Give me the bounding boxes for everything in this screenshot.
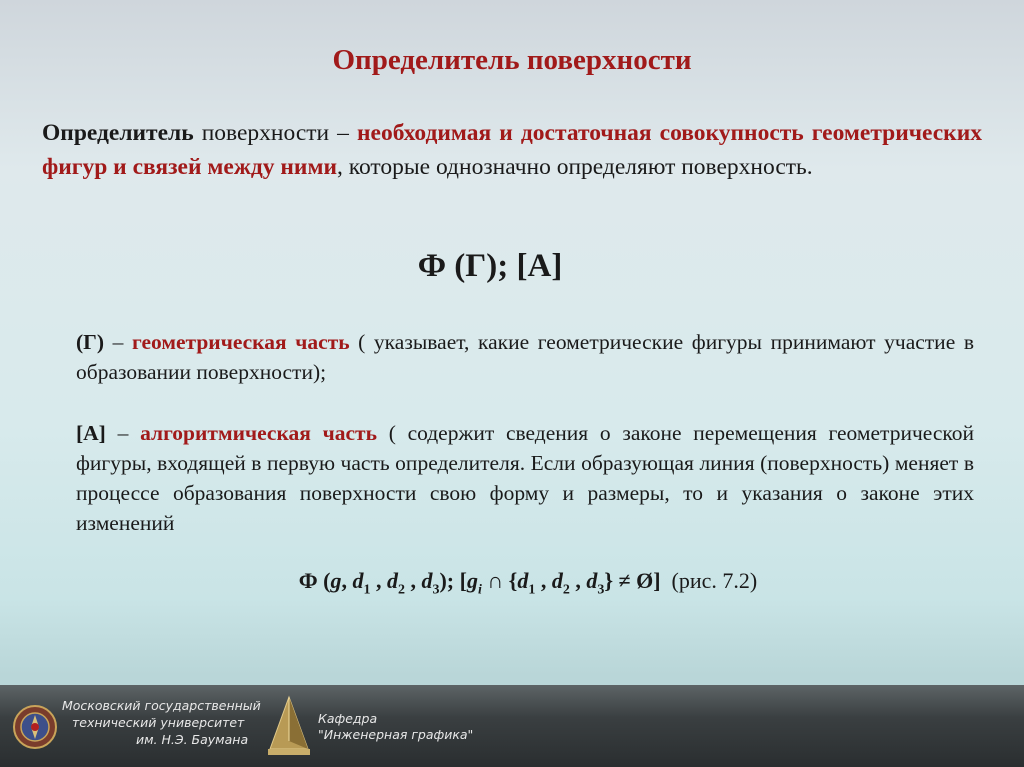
determinant-formula: Ф (g, $d_1$ , $d_2$ , $d_3$); [$g_i$ ∩ {$d_1$ , $d_2$ , $d_3$} ≠ Ø] (рис. 7.2) xyxy=(298,568,758,598)
figure-reference: (рис. 7.2) xyxy=(671,568,758,593)
geometric-part-paragraph: (Г) – геометрическая часть ( указывает, какие геометрические фигуры принимают участие в образовании поверхности); xyxy=(76,330,974,384)
algorithmic-part-term: алгоритмическая часть xyxy=(140,421,377,445)
algorithmic-part-paragraph: [А] – алгоритмическая часть ( содержит сведения о законе перемещения геометрической фигуры, входящей в первую часть определителя. Если образующая линия (поверхность) меняет в процессе образования поверхности свою форму и размеры, то и указания о законе этих изменений xyxy=(76,421,975,535)
definition-text-1: поверхности – xyxy=(193,120,357,146)
department-logo-icon xyxy=(266,693,312,759)
geometric-part-term: геометрическая часть xyxy=(131,330,350,354)
definition-text-2: , которые однозначно определяют поверхность. xyxy=(337,154,813,180)
geometric-part-label: (Г) xyxy=(76,330,104,354)
department-name: Кафедра "Инженерная графика" xyxy=(318,711,474,742)
definition-highlight: необходимая и достаточная совокупность геометрических фигур и связей между ними xyxy=(42,120,982,180)
slide-title: Определитель поверхности xyxy=(332,44,692,76)
university-emblem-icon xyxy=(12,699,58,755)
footer-bar xyxy=(0,685,1024,767)
algorithmic-part-text: ( содержит сведения о законе перемещения геометрической фигуры, входящей в первую часть определителя. Если образующая линия (поверхность) меняет в процессе образования поверхности свою форму и размеры, то и указания о законе этих изменений xyxy=(76,421,975,535)
definition-paragraph xyxy=(42,116,982,184)
main-formula: Ф (Г); [А] xyxy=(417,248,563,284)
university-name: Московский государственный технический университет им. Н.Э. Баумана xyxy=(62,698,261,747)
geometric-part-text: ( указывает, какие геометрические фигуры принимают участие в образовании поверхности); xyxy=(76,330,974,384)
algorithmic-part-label: [А] xyxy=(76,421,106,445)
definition-term: Определитель xyxy=(42,120,194,146)
